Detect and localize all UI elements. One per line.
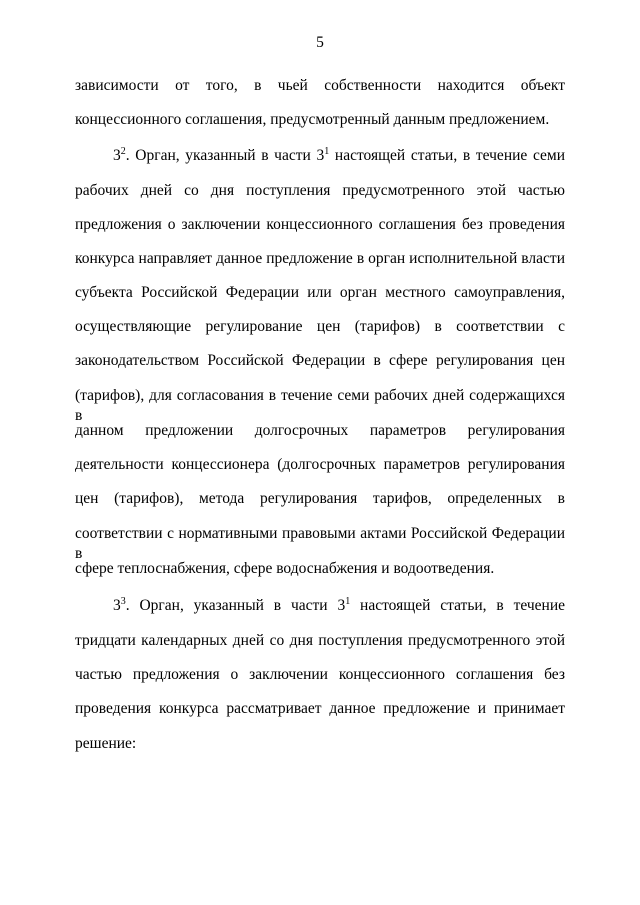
paragraph-number: $3^3$	[113, 596, 126, 614]
text-line: субъекта Российской Федерации или орган местного самоуправления,	[75, 284, 565, 301]
page-number: 5	[316, 34, 324, 51]
text-line: решение:	[75, 735, 137, 752]
text-line: проведения конкурса рассматривает данное предложение и принимает	[75, 700, 565, 717]
paragraph-number: $3^2$	[113, 146, 126, 164]
text-line: сфере теплоснабжения, сфере водоснабжения и водоотведения.	[75, 560, 495, 577]
text-line: тридцати календарных дней со дня поступления предусмотренного этой	[75, 632, 565, 649]
paragraph-3-3-first-line: $3^3$. Орган, указанный в части $3^1$ настоящей статьи, в течение	[113, 596, 565, 614]
text-line: частью предложения о заключении концессионного соглашения без	[75, 666, 565, 683]
text-line: предложения о заключении концессионного соглашения без проведения	[75, 216, 565, 233]
text-line: данном предложении долгосрочных параметров регулирования	[75, 422, 565, 439]
text-line: зависимости от того, в чьей собственности находится объект	[75, 77, 565, 94]
text-line: цен (тарифов), метода регулирования тарифов, определенных в	[75, 490, 565, 507]
article-reference: $3^1$	[316, 146, 330, 164]
text-line: рабочих дней со дня поступления предусмотренного этой частью	[75, 182, 565, 199]
text-line: конкурса направляет данное предложение в орган исполнительной власти	[75, 250, 565, 267]
text-line: осуществляющие регулирование цен (тарифов) в соответствии с	[75, 318, 565, 335]
text-line: законодательством Российской Федерации в сфере регулирования цен	[75, 352, 565, 369]
text-line: деятельности концессионера (долгосрочных параметров регулирования	[75, 456, 565, 473]
text-line: концессионного соглашения, предусмотренный данным предложением.	[75, 111, 550, 128]
article-reference: $3^1$	[337, 596, 351, 614]
paragraph-3-2-first-line: $3^2$. Орган, указанный в части $3^1$ настоящей статьи, в течение семи	[113, 146, 566, 164]
text-line: (тарифов), для согласования в течение семи рабочих дней содержащихся в	[75, 387, 565, 424]
text-line: соответствии с нормативными правовыми актами Российской Федерации в	[75, 525, 565, 562]
